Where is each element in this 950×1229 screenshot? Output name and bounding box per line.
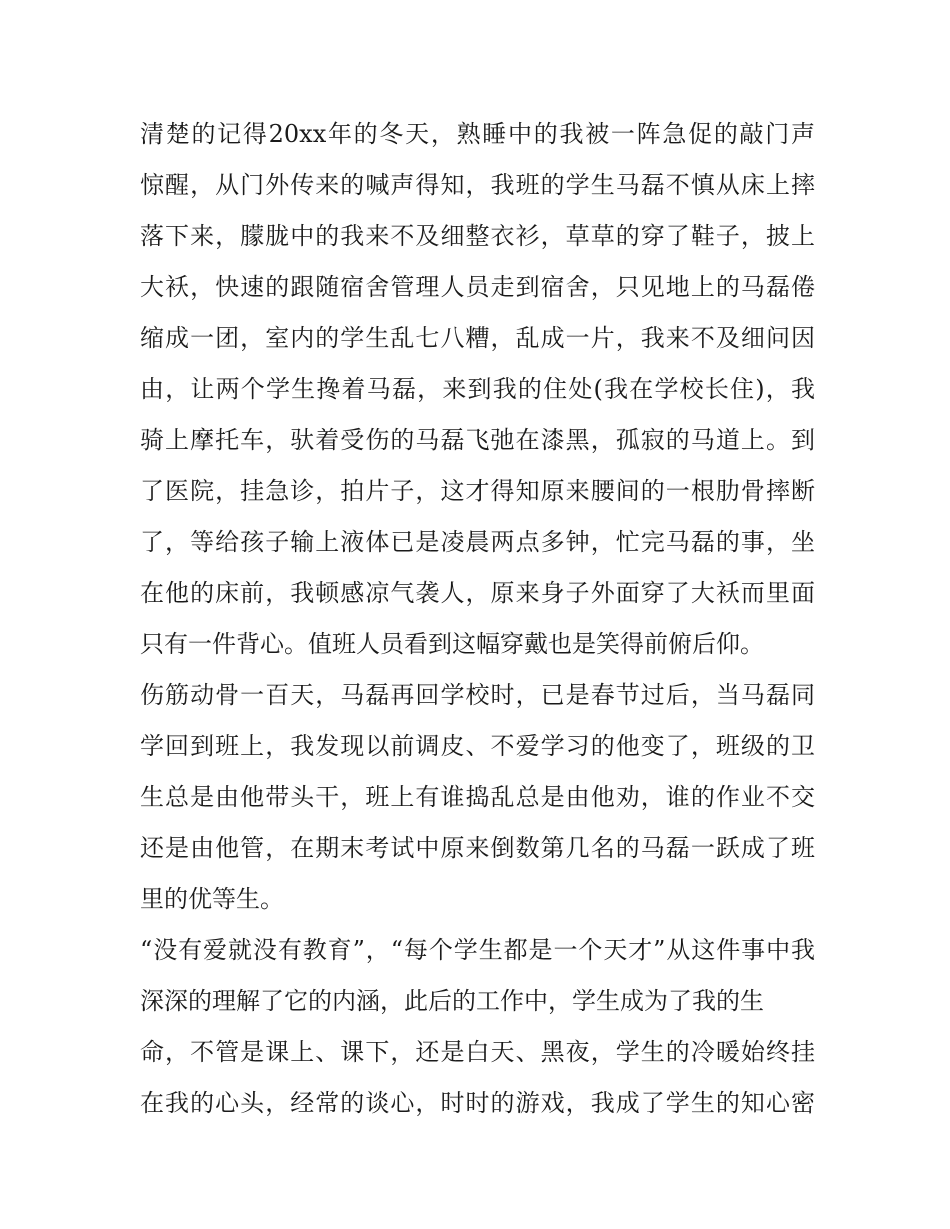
paragraph-3: [140, 925, 815, 1129]
text-line: 大袄，快速的跟随宿舍管理人员走到宿舍，只见地上的马磊倦: [140, 273, 815, 301]
text-line: 还是由他管，在期末考试中原来倒数第几名的马磊一跃成了班: [140, 834, 815, 862]
text-line: 清楚的记得20xx年的冬天，熟睡中的我被一阵急促的敲门声: [140, 120, 815, 148]
text-line: “没有爱就没有教育”，“每个学生都是一个天才”从这件事中我: [140, 936, 815, 964]
text-column: [140, 109, 815, 1129]
text-line: 生总是由他带头干，班上有谁捣乱总是由他劝，谁的作业不交: [140, 783, 815, 811]
text-line: 在我的心头，经常的谈心，时时的游戏，我成了学生的知心密: [140, 1089, 815, 1117]
text-line: 了医院，挂急诊，拍片子，这才得知原来腰间的一根肋骨摔断: [140, 477, 815, 505]
text-line: 落下来，朦胧中的我来不及细整衣衫，草草的穿了鞋子，披上: [140, 222, 815, 250]
text-line: 骑上摩托车，驮着受伤的马磊飞弛在漆黑，孤寂的马道上。到: [140, 426, 815, 454]
text-line: 深深的理解了它的内涵，此后的工作中，学生成为了我的生: [140, 987, 764, 1015]
text-line: 命，不管是课上、课下，还是白天、黑夜，学生的冷暖始终挂: [140, 1038, 815, 1066]
text-line: 伤筋动骨一百天，马磊再回学校时，已是春节过后，当马磊同: [140, 681, 815, 709]
text-line: 学回到班上，我发现以前调皮、不爱学习的他变了，班级的卫: [140, 732, 815, 760]
paragraph-2: [140, 670, 815, 925]
text-line: 只有一件背心。值班人员看到这幅穿戴也是笑得前俯后仰。: [140, 630, 764, 658]
text-line: 惊醒，从门外传来的喊声得知，我班的学生马磊不慎从床上摔: [140, 171, 815, 199]
text-line: 了，等给孩子输上液体已是凌晨两点多钟，忙完马磊的事，坐: [140, 528, 815, 556]
text-line: 在他的床前，我顿感凉气袭人，原来身子外面穿了大袄而里面: [140, 579, 815, 607]
text-line: 里的优等生。: [140, 885, 284, 913]
text-line: 缩成一团，室内的学生乱七八糟，乱成一片，我来不及细问因: [140, 324, 815, 352]
text-line: 由，让两个学生搀着马磊，来到我的住处(我在学校长住)，我: [140, 375, 815, 403]
paragraph-1: [140, 109, 815, 670]
